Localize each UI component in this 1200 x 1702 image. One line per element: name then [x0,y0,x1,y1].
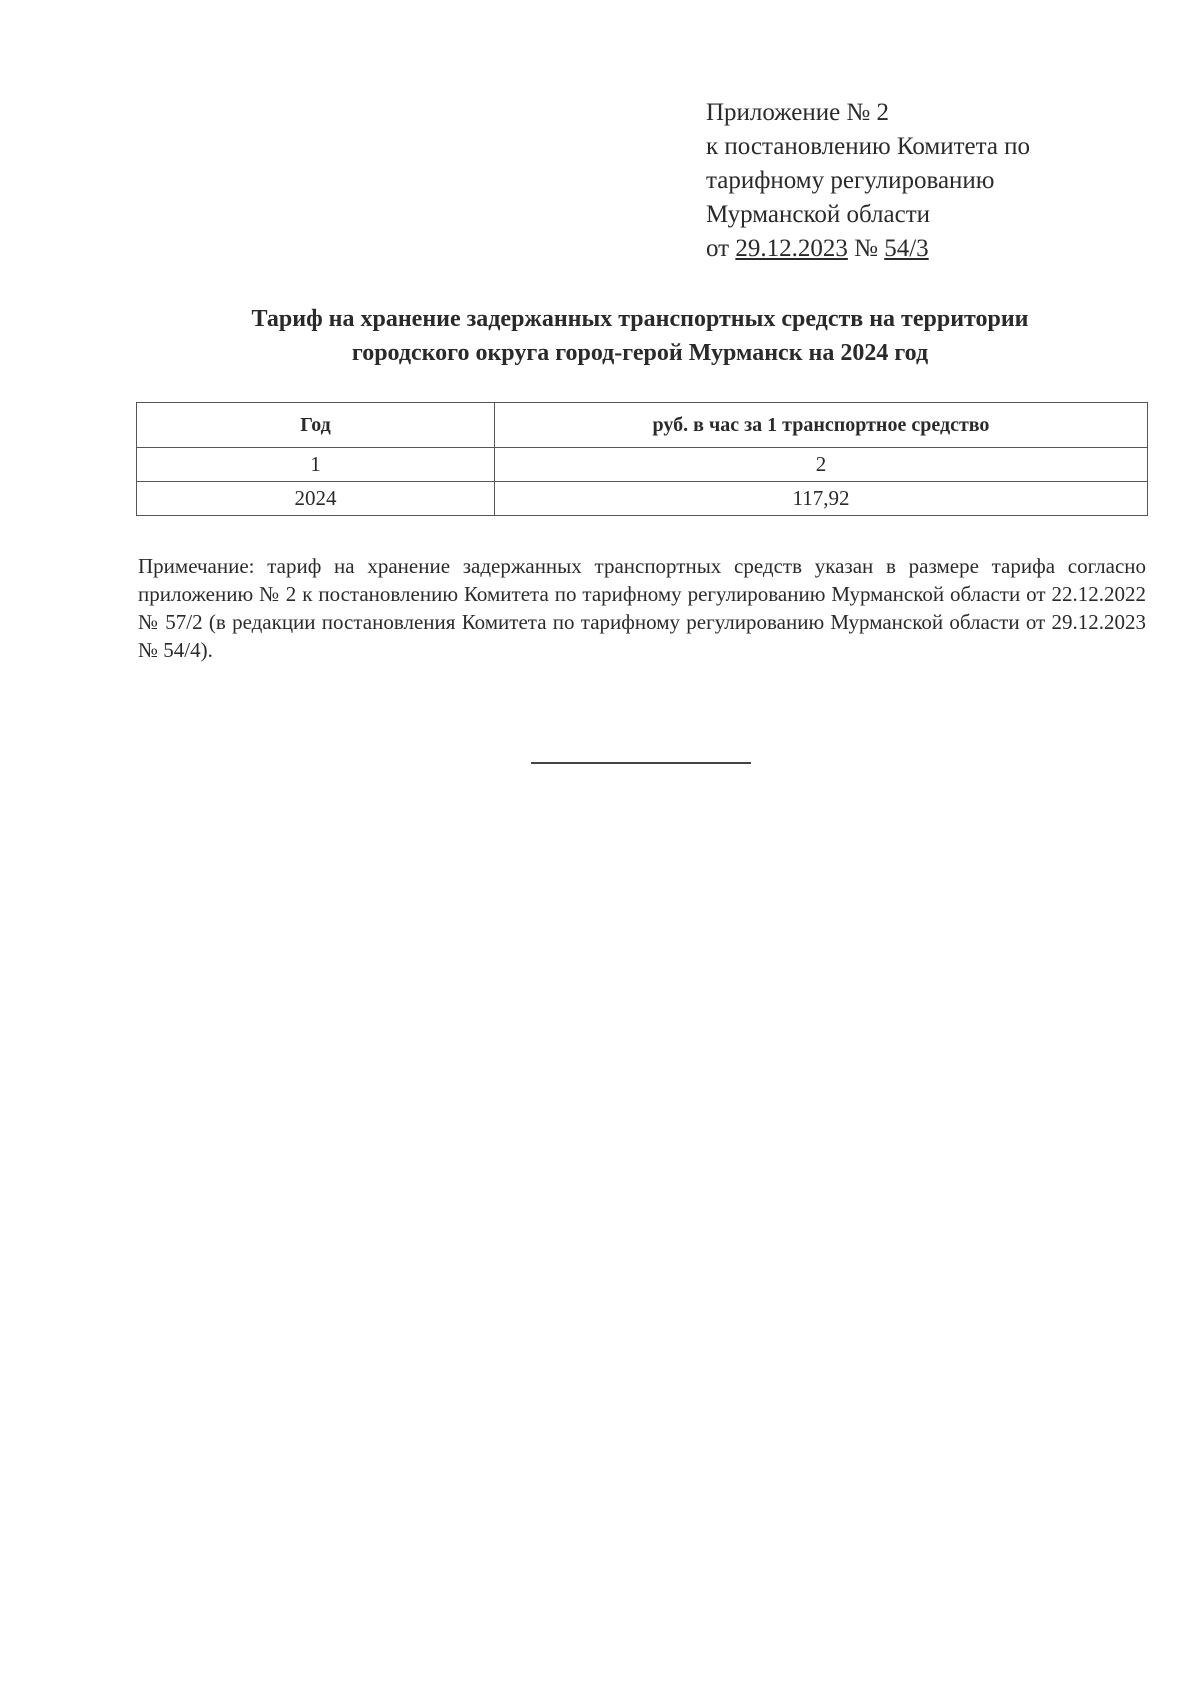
appendix-block [706,96,1146,266]
closing-divider [531,762,751,764]
title-line-1: Тариф на хранение задержанных транспортных средств на территории [251,306,1029,332]
table-header-row [137,403,1148,448]
header-rate: руб. в час за 1 транспортное средство [495,403,1148,448]
appendix-line-3: тарифному регулированию [706,167,995,194]
table-cell: 1 [137,448,495,482]
appendix-line-2: к постановлению Комитета по [706,133,1031,160]
tariff-table [136,402,1148,516]
table-cell: 2 [495,448,1148,482]
appendix-date: 29.12.2023 [735,235,848,262]
note-paragraph: Примечание: тариф на хранение задержанных транспортных средств указан в размере тарифа согласно приложению № 2 к постановлению Комитета по тарифному регулированию Мурманской области от 22.12.2022 № 57/2 (в редакции постановления Комитета по тарифному регулированию Мурманской области от 29.12.2023 № 54/4). [138,554,1146,662]
appendix-number-prefix: № [847,235,885,262]
header-year: Год [137,403,495,448]
table-cell-rate: 117,92 [495,482,1148,516]
appendix-date-prefix: от [706,235,736,262]
document-title [140,302,1140,370]
appendix-date-line [706,232,1146,266]
table-cell-year: 2024 [137,482,495,516]
title-line-2: городского округа город-герой Мурманск на 2024 год [351,340,929,366]
table-row [137,448,1148,482]
appendix-number: 54/3 [884,235,929,262]
table-row [137,482,1148,516]
appendix-line-4: Мурманской области [706,201,931,228]
appendix-line-1: Приложение № 2 [706,99,890,126]
